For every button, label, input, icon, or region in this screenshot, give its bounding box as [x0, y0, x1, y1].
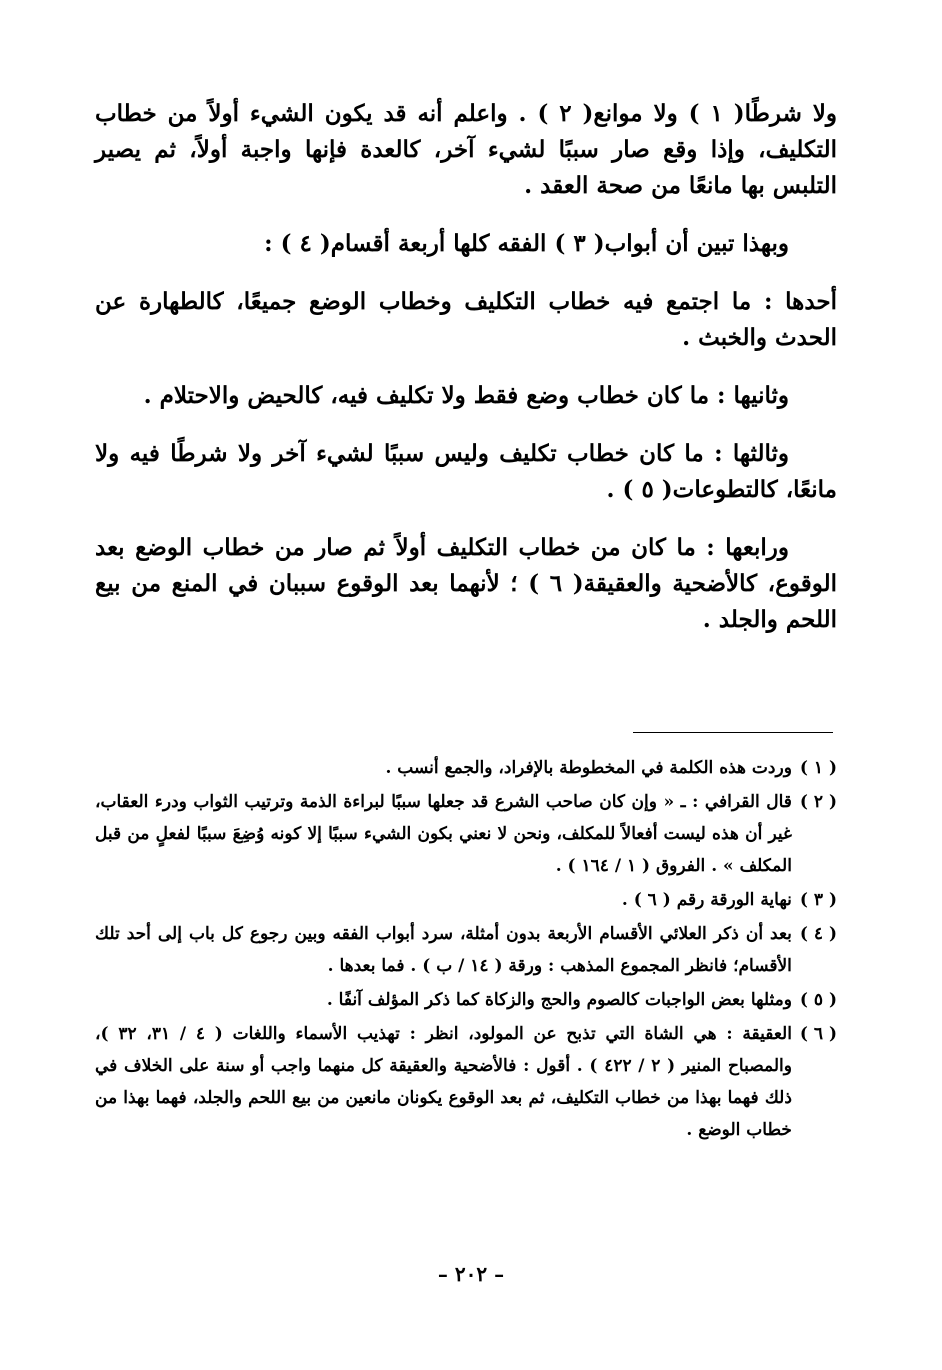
footnote-3: [95, 884, 837, 916]
footnote-separator: [633, 732, 833, 733]
paragraph-2: وبهذا تبين أن أبواب( ٣ ) الفقه كلها أربعة أقسام( ٤ ) :: [264, 230, 789, 257]
footnote-number: ( ٤ ): [799, 924, 837, 944]
footnote-4: [95, 918, 837, 982]
paragraph-4: وثانيها : ما كان خطاب وضع فقط ولا تكليف فيه، كالحيض والاحتلام .: [143, 382, 789, 409]
paragraph-5: وثالثها : ما كان خطاب تكليف وليس سببًا لشيء آخر ولا شرطًا فيه ولا مانعًا، كالتطوعات( ٥ ) .: [95, 440, 837, 503]
footnote-number: ( ٥ ): [799, 990, 837, 1010]
footnote-5: [95, 984, 837, 1016]
paragraph-6: ورابعها : ما كان من خطاب التكليف أولاً ثم صار من خطاب الوضع بعد الوقوع، كالأضحية والعقيقة( ٦ ) ؛ لأنهما بعد الوقوع سببان في المنع من بيع اللحم والجلد .: [95, 534, 837, 633]
footnote-number: ( ٦ ): [799, 1024, 837, 1044]
footnote-1: [95, 752, 837, 784]
footnote-text: ومثلها بعض الواجبات كالصوم والحج والزكاة كما ذكر المؤلف آنفًا .: [326, 990, 792, 1010]
footnote-number: ( ١ ): [799, 758, 837, 778]
footnote-text: العقيقة : هي الشاة التي تذبح عن المولود، انظر : تهذيب الأسماء واللغات ( ٤ / ٣١، ٣٢ )، والمصباح المنير ( ٢ / ٤٢٢ ) . أقول : فالأضحية والعقيقة كل منهما واجب أو سنة على الخلاف في ذلك فهما بهذا من خطاب التكليف، ثم بعد الوقوع يكونان مانعين من بيع اللحم والجلد، فهما بهذا من خطاب الوضع .: [95, 1024, 792, 1140]
footnote-text: نهاية الورقة رقم ( ٦ ) .: [621, 890, 792, 910]
footnote-number: ( ٢ ): [799, 792, 837, 812]
footnotes: [95, 752, 837, 1148]
footnote-2: [95, 786, 837, 882]
footnote-text: قال القرافي : ـ « وإن كان صاحب الشرع قد جعلها سببًا لبراءة الذمة وترتيب الثواب ودرء العقاب، غير أن هذه ليست أفعالاً للمكلف، ونحن لا نعني بكون الشيء سببًا إلا كونه وُضِعَ سببًا لفعلٍ من قبل المكلف » . الفروق ( ١ / ١٦٤ ) .: [95, 792, 792, 876]
footnote-text: وردت هذه الكلمة في المخطوطة بالإفراد، والجمع أنسب .: [385, 758, 792, 778]
footnote-6: [95, 1018, 837, 1146]
page-number: – ٢٠٢ –: [437, 1262, 505, 1286]
paragraph-1: ولا شرطًا( ١ ) ولا موانع( ٢ ) . واعلم أنه قد يكون الشيء أولاً من خطاب التكليف، وإذا وقع صار سببًا لشيء آخر، كالعدة فإنها واجبة أولاً، ثم يصير التلبس بها مانعًا من صحة العقد .: [95, 100, 837, 199]
main-text: [95, 96, 837, 660]
footnote-number: ( ٣ ): [799, 890, 837, 910]
footnote-text: بعد أن ذكر العلائي الأقسام الأربعة بدون أمثلة، سرد أبواب الفقه وبين رجوع كل باب إلى أحد تلك الأقسام؛ فانظر المجموع المذهب : ورقة ( ١٤ / ب ) . فما بعدها .: [95, 924, 792, 976]
paragraph-3: أحدها : ما اجتمع فيه خطاب التكليف وخطاب الوضع جميعًا، كالطهارة عن الحدث والخبث .: [95, 288, 837, 351]
